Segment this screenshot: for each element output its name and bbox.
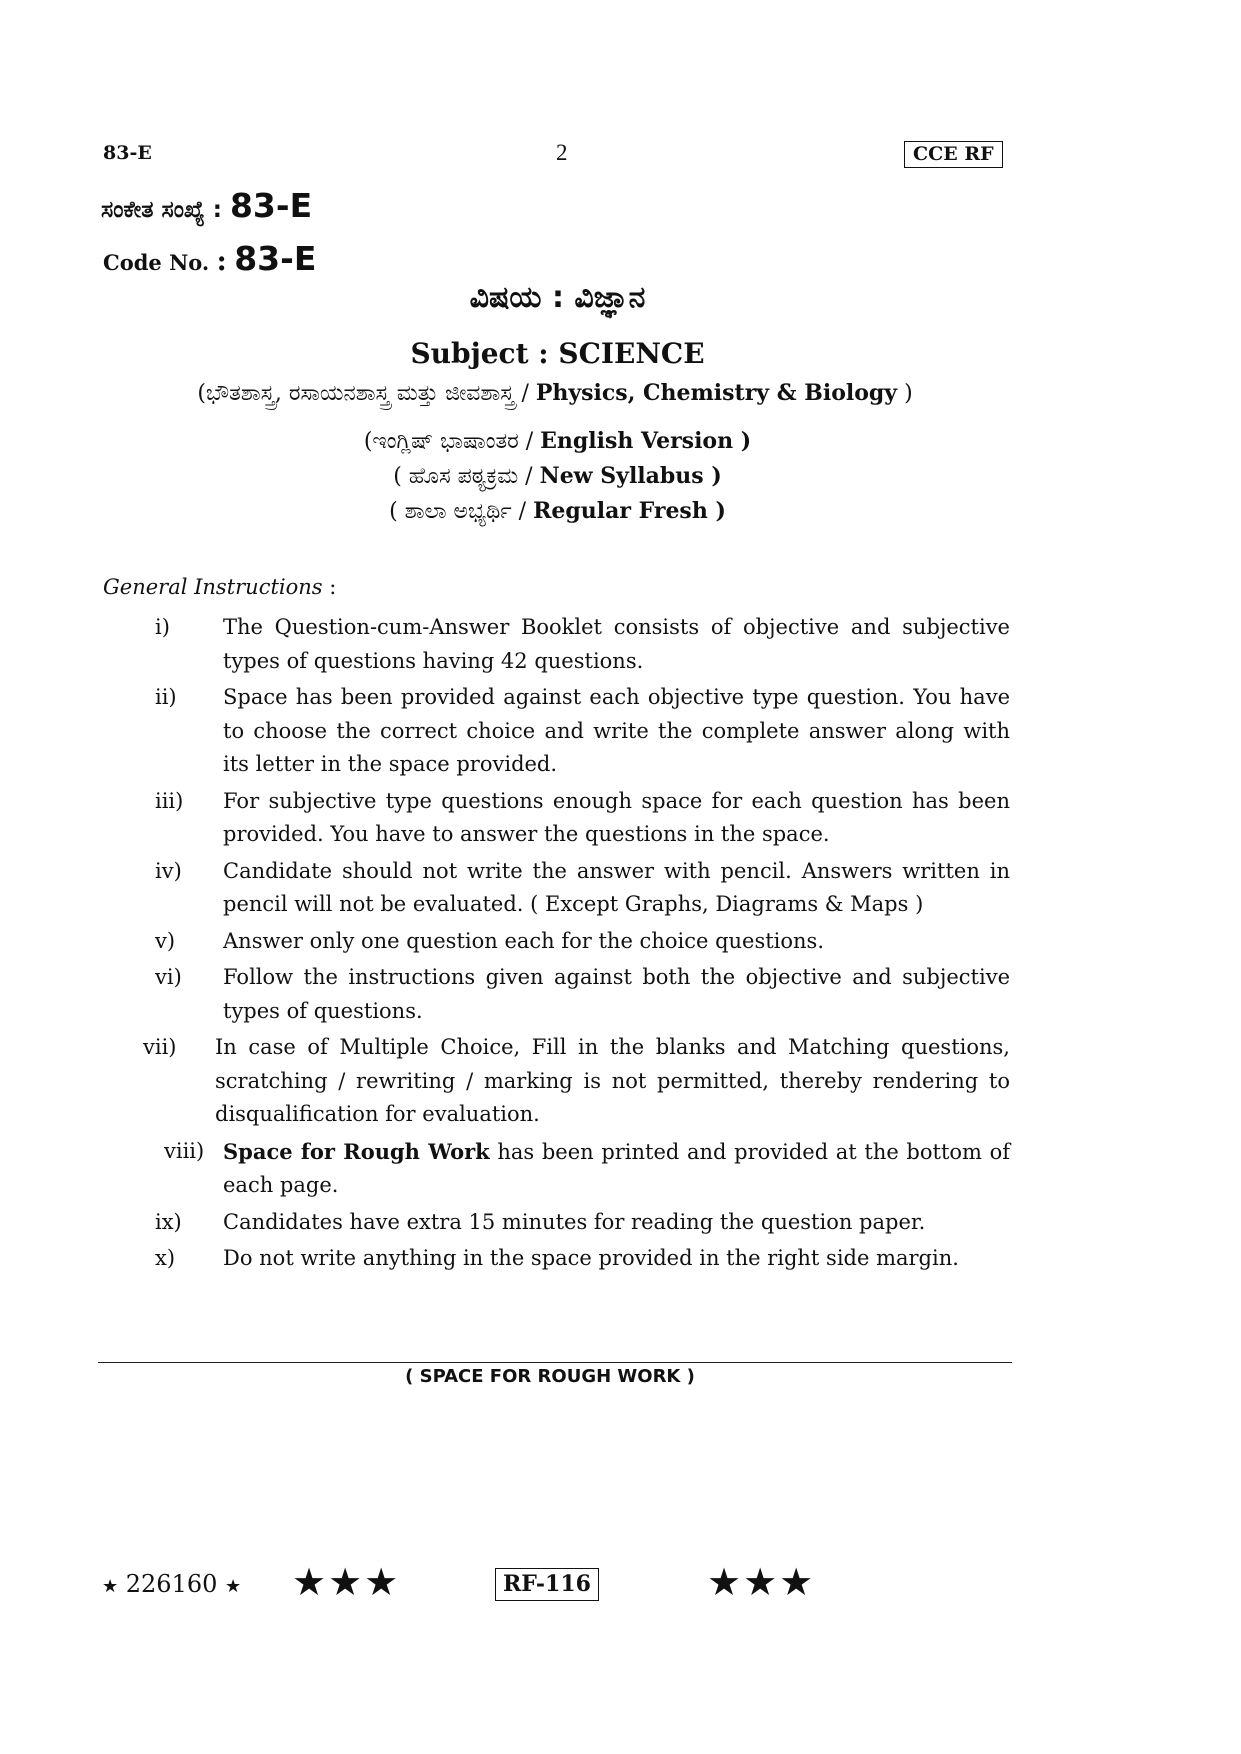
candidate-kannada: ( ಶಾಲಾ ಅಭ್ಯರ್ಥಿ / (389, 499, 534, 524)
instruction-item (155, 1135, 1010, 1203)
instruction-text: Candidate should not write the answer with pencil. Answers written in pencil will not be evaluated. ( Except Graphs, Diagrams & Maps ) (223, 858, 1010, 916)
instruction-item (155, 925, 1010, 959)
code-label-english: Code No. (103, 250, 210, 275)
instruction-text: For subjective type questions enough space for each question has been provided. You have to answer the questions in the space. (223, 788, 1010, 846)
code-label-kannada: ಸಂಕೇತ ಸಂಖ್ಯೆ (101, 197, 205, 223)
stars-icon-group: ★★★ (707, 1560, 816, 1604)
instruction-item (155, 681, 1010, 782)
instruction-text: Follow the instructions given against both the objective and subjective types of questions. (223, 965, 1010, 1023)
version-english: English Version ) (540, 428, 752, 454)
general-instructions-heading: General Instructions : (103, 575, 337, 599)
instruction-text: Do not write anything in the space provided in the right side margin. (223, 1246, 959, 1270)
candidate-english: Regular Fresh ) (533, 498, 726, 524)
serial-value: 226160 (118, 1570, 226, 1598)
instruction-text: Space for Rough Work has been printed and provided at the bottom of each page. (223, 1138, 1011, 1197)
instruction-number: vii) (143, 1035, 177, 1059)
instruction-number: ix) (155, 1209, 182, 1234)
paper-code-header: 83-E (103, 142, 152, 164)
instruction-number: viii) (164, 1138, 205, 1163)
instruction-item (155, 1206, 1010, 1240)
version-line (0, 428, 1115, 454)
rough-work-divider (98, 1362, 1012, 1363)
instruction-item (155, 611, 1010, 678)
code-value-kannada: 83-E (229, 186, 313, 225)
branches-english: Physics, Chemistry & Biology (535, 380, 898, 406)
code-number-kannada (101, 186, 312, 225)
code-number-english (103, 239, 316, 278)
instruction-text: In case of Multiple Choice, Fill in the blanks and Matching questions, scratching / rewriting / marking is not permitted, thereby rendering to disqualification for evaluation. (215, 1035, 1010, 1126)
subject-title-kannada: ವಿಷಯ : ವಿಜ್ಞಾನ (469, 280, 646, 315)
instruction-item (155, 855, 1010, 922)
code-colon: : (216, 244, 227, 277)
instruction-number: vi) (155, 965, 182, 989)
instruction-text: Candidates have extra 15 minutes for reading the question paper. (223, 1209, 926, 1234)
subject-branches (0, 380, 1110, 406)
instruction-text: The Question-cum-Answer Booklet consists of objective and subjective types of questions having 42 questions. (223, 615, 1010, 673)
candidate-line (0, 498, 1115, 524)
star-icon: ★ (225, 1576, 242, 1597)
instruction-item (143, 1031, 1010, 1132)
syllabus-english: New Syllabus ) (539, 463, 722, 489)
instruction-item (155, 785, 1010, 852)
syllabus-line (0, 463, 1115, 489)
instructions-list (143, 611, 1011, 1279)
branches-kannada: (ಭೌತಶಾಸ್ತ್ರ, ರಸಾಯನಶಾಸ್ತ್ರ ಮತ್ತು ಜೀವಶಾಸ್ತ್ರ / (197, 381, 536, 406)
instruction-text: Answer only one question each for the choice questions. (223, 928, 825, 953)
page-number: 2 (556, 140, 568, 165)
instruction-number: v) (155, 928, 176, 953)
instruction-number: iii) (155, 788, 184, 813)
instruction-bold-text: Space for Rough Work (223, 1138, 490, 1164)
instruction-item (155, 1242, 1010, 1276)
star-icon: ★ (102, 1576, 119, 1597)
code-colon: : (212, 197, 222, 223)
instruction-number: i) (155, 615, 170, 639)
instruction-number: ii) (155, 685, 177, 709)
syllabus-kannada: ( ಹೊಸ ಪಠ್ಯಕ್ರಮ / (393, 464, 540, 489)
instruction-number: iv) (155, 858, 182, 883)
instruction-item (155, 961, 1010, 1028)
stars-icon-group: ★★★ (292, 1560, 401, 1604)
instruction-number: x) (155, 1246, 176, 1270)
rough-work-label: ( SPACE FOR ROUGH WORK ) (405, 1366, 695, 1387)
serial-number (102, 1570, 241, 1598)
subject-title-english: Subject : SCIENCE (410, 337, 705, 370)
booklet-code-box: RF-116 (495, 1568, 599, 1601)
code-value-english: 83-E (234, 239, 317, 278)
version-kannada: (ಇಂಗ್ಲಿಷ್ ಭಾಷಾಂತರ / (363, 429, 541, 454)
branches-close: ) (897, 381, 913, 406)
instruction-text: Space has been provided against each objective type question. You have to choose the correct choice and write the complete answer along with its letter in the space provided. (223, 685, 1010, 776)
exam-type-box: CCE RF (904, 141, 1003, 168)
